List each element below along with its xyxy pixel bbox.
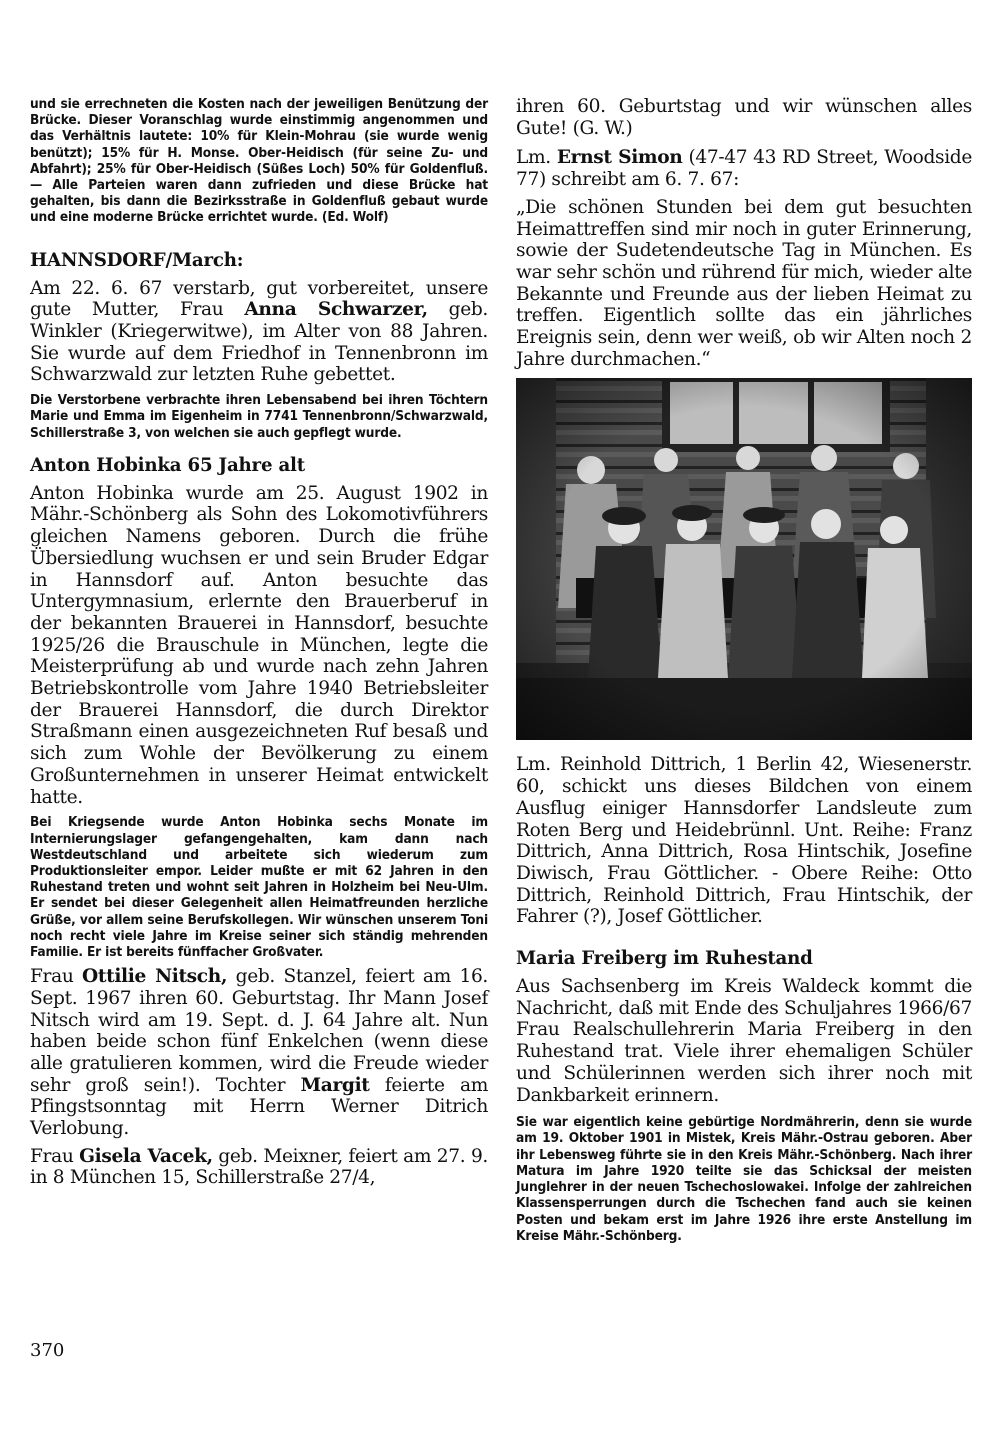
bridge-article-text: und sie errechneten die Kosten nach der jeweiligen Benützung der Brücke. Dieser Voranschlag wurde einstimmig angenommen und das Verhältnis lautete: 10% für Klein-Mohrau (sie wurde wenig benützt); 15% für H. Monse. Ober-Heidisch (für seine Zu- und Abfahrt); 25% für Ober-Heidisch (Süßes Loch) 50% für Goldenfluß. — Alle Parteien waren dann zufrieden und diese Brücke hat gehalten, bis dann die Bezirksstraße in Goldenfluß gebaut wurde und eine moderne Brücke errichtet wurde. (Ed. Wolf) xyxy=(30,96,488,226)
nitsch-text-middle: geb. Stanzel, feiert am 16. Sept. 1967 ihren 60. Geburtstag. Ihr Mann Josef Nitsch wird am 19. Sept. d. J. 64 Jahre alt. Nun haben beide schon fünf Enkelchen (wenn diese alle gratulieren kommen, wird die Freude wieder sehr groß sein!). Tochter xyxy=(30,966,488,1096)
group-photo xyxy=(516,378,972,740)
vacek-name: Gisela Vacek, xyxy=(79,1145,213,1167)
section-heading-hannsdorf: HANNSDORF/March: xyxy=(30,249,244,271)
right-column xyxy=(516,96,972,1244)
nitsch-name: Ottilie Nitsch, xyxy=(82,966,228,988)
hobinka-later-life: Bei Kriegsende wurde Anton Hobinka sechs Monate im Internierungslager gefangengehalten, kam dann nach Westdeutschland und arbeitete sich wiederum zum Produktionsleiter empor. Leider mußte er mit 62 Jahren in den Ruhestand treten und wohnt seit Jahren in Holzheim bei Neu-Ulm. Er sendet bei dieser Gelegenheit allen Heimatfreunden herzliche Grüße, vor allem seine Berufskollegen. Wir wünschen unserem Toni noch recht viele Jahre im Kreise seiner sich ständig mehrenden Familie. Er ist bereits fünffacher Großvater. xyxy=(30,814,488,960)
nitsch-text-start: Frau xyxy=(30,966,83,988)
obituary-paragraph xyxy=(30,278,488,387)
hobinka-biography: Anton Hobinka wurde am 25. August 1902 in Mähr.-Schönberg als Sohn des Lokomotivführers gleichen Namens geboren. Durch die frühe Übersiedlung wuchsen er und sein Bruder Edgar in Hannsdorf auf. Anton besuchte das Untergymnasium, erlernte den Brauerberuf in der bekannten Brauerei in Hannsdorf, besuchte 1925/26 die Brauschule in München, legte die Meisterprüfung ab und wurde nach zehn Jahren Betriebskontrolle vom Jahre 1940 Betriebsleiter der Brauerei Hannsdorf, die durch Direktor Straßmann einen ausgezeichneten Ruf besaß und sich zum Wohle der Bevölkerung zu einem Großunternehmen in unserer Heimat entwickelt hatte. xyxy=(30,482,488,808)
article-heading-hobinka: Anton Hobinka 65 Jahre alt xyxy=(30,454,305,476)
vacek-birthday-continuation: ihren 60. Geburtstag und wir wünschen alles Gute! (G. W.) xyxy=(516,96,972,139)
nitsch-birthday-paragraph xyxy=(30,966,488,1140)
simon-letter-intro xyxy=(516,147,972,190)
simon-name: Ernst Simon xyxy=(556,147,683,169)
article-heading-freiberg: Maria Freiberg im Ruhestand xyxy=(516,948,813,970)
nitsch-text-end: feierte am Pfingstsonntag mit Herrn Werner Ditrich Verlobung. xyxy=(30,1074,489,1140)
left-column xyxy=(30,96,488,1189)
vacek-text-start: Frau xyxy=(30,1145,80,1167)
simon-text-end: (47-47 43 RD Street, Woodside 77) schreibt am 6. 7. 67: xyxy=(516,147,973,191)
obituary-text-end: geb. Winkler (Kriegerwitwe), im Alter von 88 Jahren. Sie wurde auf dem Friedhof in Tennenbronn im Schwarzwald zur letzten Ruhe gebettet. xyxy=(30,299,488,386)
obituary-text-start: Am 22. 6. 67 verstarb, gut vorbereitet, unsere gute Mutter, Frau xyxy=(30,277,488,321)
obituary-detail-text: Die Verstorbene verbrachte ihren Lebensabend bei ihren Töchtern Marie und Emma im Eigenheim in 7741 Tennenbronn/Schwarzwald, Schillerstraße 3, von welchen sie auch gepflegt wurde. xyxy=(30,392,488,441)
simon-text-start: Lm. xyxy=(516,147,557,169)
simon-letter-quote: „Die schönen Stunden bei dem gut besuchten Heimattreffen sind mir noch in guter Erinnerung, sowie der Sudetendeutsche Tag in München. Es war sehr schön und rührend für mich, wieder alte Bekannte und Freunde aus der lieben Heimat zu treffen. Eigentlich sollte das ein jährliches Ereignis sein, denn wer weiß, ob wir Alten noch 2 Jahre durchmachen.“ xyxy=(516,196,972,370)
vacek-text-end: geb. Meixner, feiert am 27. 9. in 8 München 15, Schillerstraße 27/4, xyxy=(30,1145,488,1189)
photo-caption: Lm. Reinhold Dittrich, 1 Berlin 42, Wiesenerstr. 60, schickt uns dieses Bildchen von einem Ausflug einiger Hannsdorfer Landsleute zum Roten Berg und Heidebrünnl. Unt. Reihe: Franz Dittrich, Anna Dittrich, Rosa Hintschik, Josefine Diwisch, Frau Göttlicher. - Obere Reihe: Otto Dittrich, Reinhold Dittrich, Frau Hintschik, der Fahrer (?), Josef Göttlicher. xyxy=(516,754,972,928)
group-photo-illustration xyxy=(516,378,972,740)
obituary-name: Anna Schwarzer, xyxy=(244,299,428,321)
freiberg-biography: Sie war eigentlich keine gebürtige Nordmährerin, denn sie wurde am 19. Oktober 1901 in Mistek, Kreis Mähr.-Ostrau geboren. Aber ihr Lebensweg führte sie in den Kreis Mähr.-Schönberg. Nach ihrer Matura im Jahre 1920 teilte sie das Schicksal der meisten Junglehrer in der neuen Tschechoslowakei. Infolge der zahlreichen Klassensperrungen durch die Tschechen fand auch sie keinen Posten und bekam erst im Jahre 1926 ihre erste Anstellung im Kreise Mähr.-Schönberg. xyxy=(516,1114,972,1244)
margit-name: Margit xyxy=(300,1074,370,1096)
page-number: 370 xyxy=(30,1340,65,1361)
vacek-birthday-paragraph xyxy=(30,1146,488,1189)
freiberg-retirement-paragraph: Aus Sachsenberg im Kreis Waldeck kommt die Nachricht, daß mit Ende des Schuljahres 1966/67 Frau Realschullehrerin Maria Freiberg in den Ruhestand trat. Viele ihrer ehemaligen Schüler und Schülerinnen werden sich ihrer noch mit Dankbarkeit erinnern. xyxy=(516,976,972,1106)
